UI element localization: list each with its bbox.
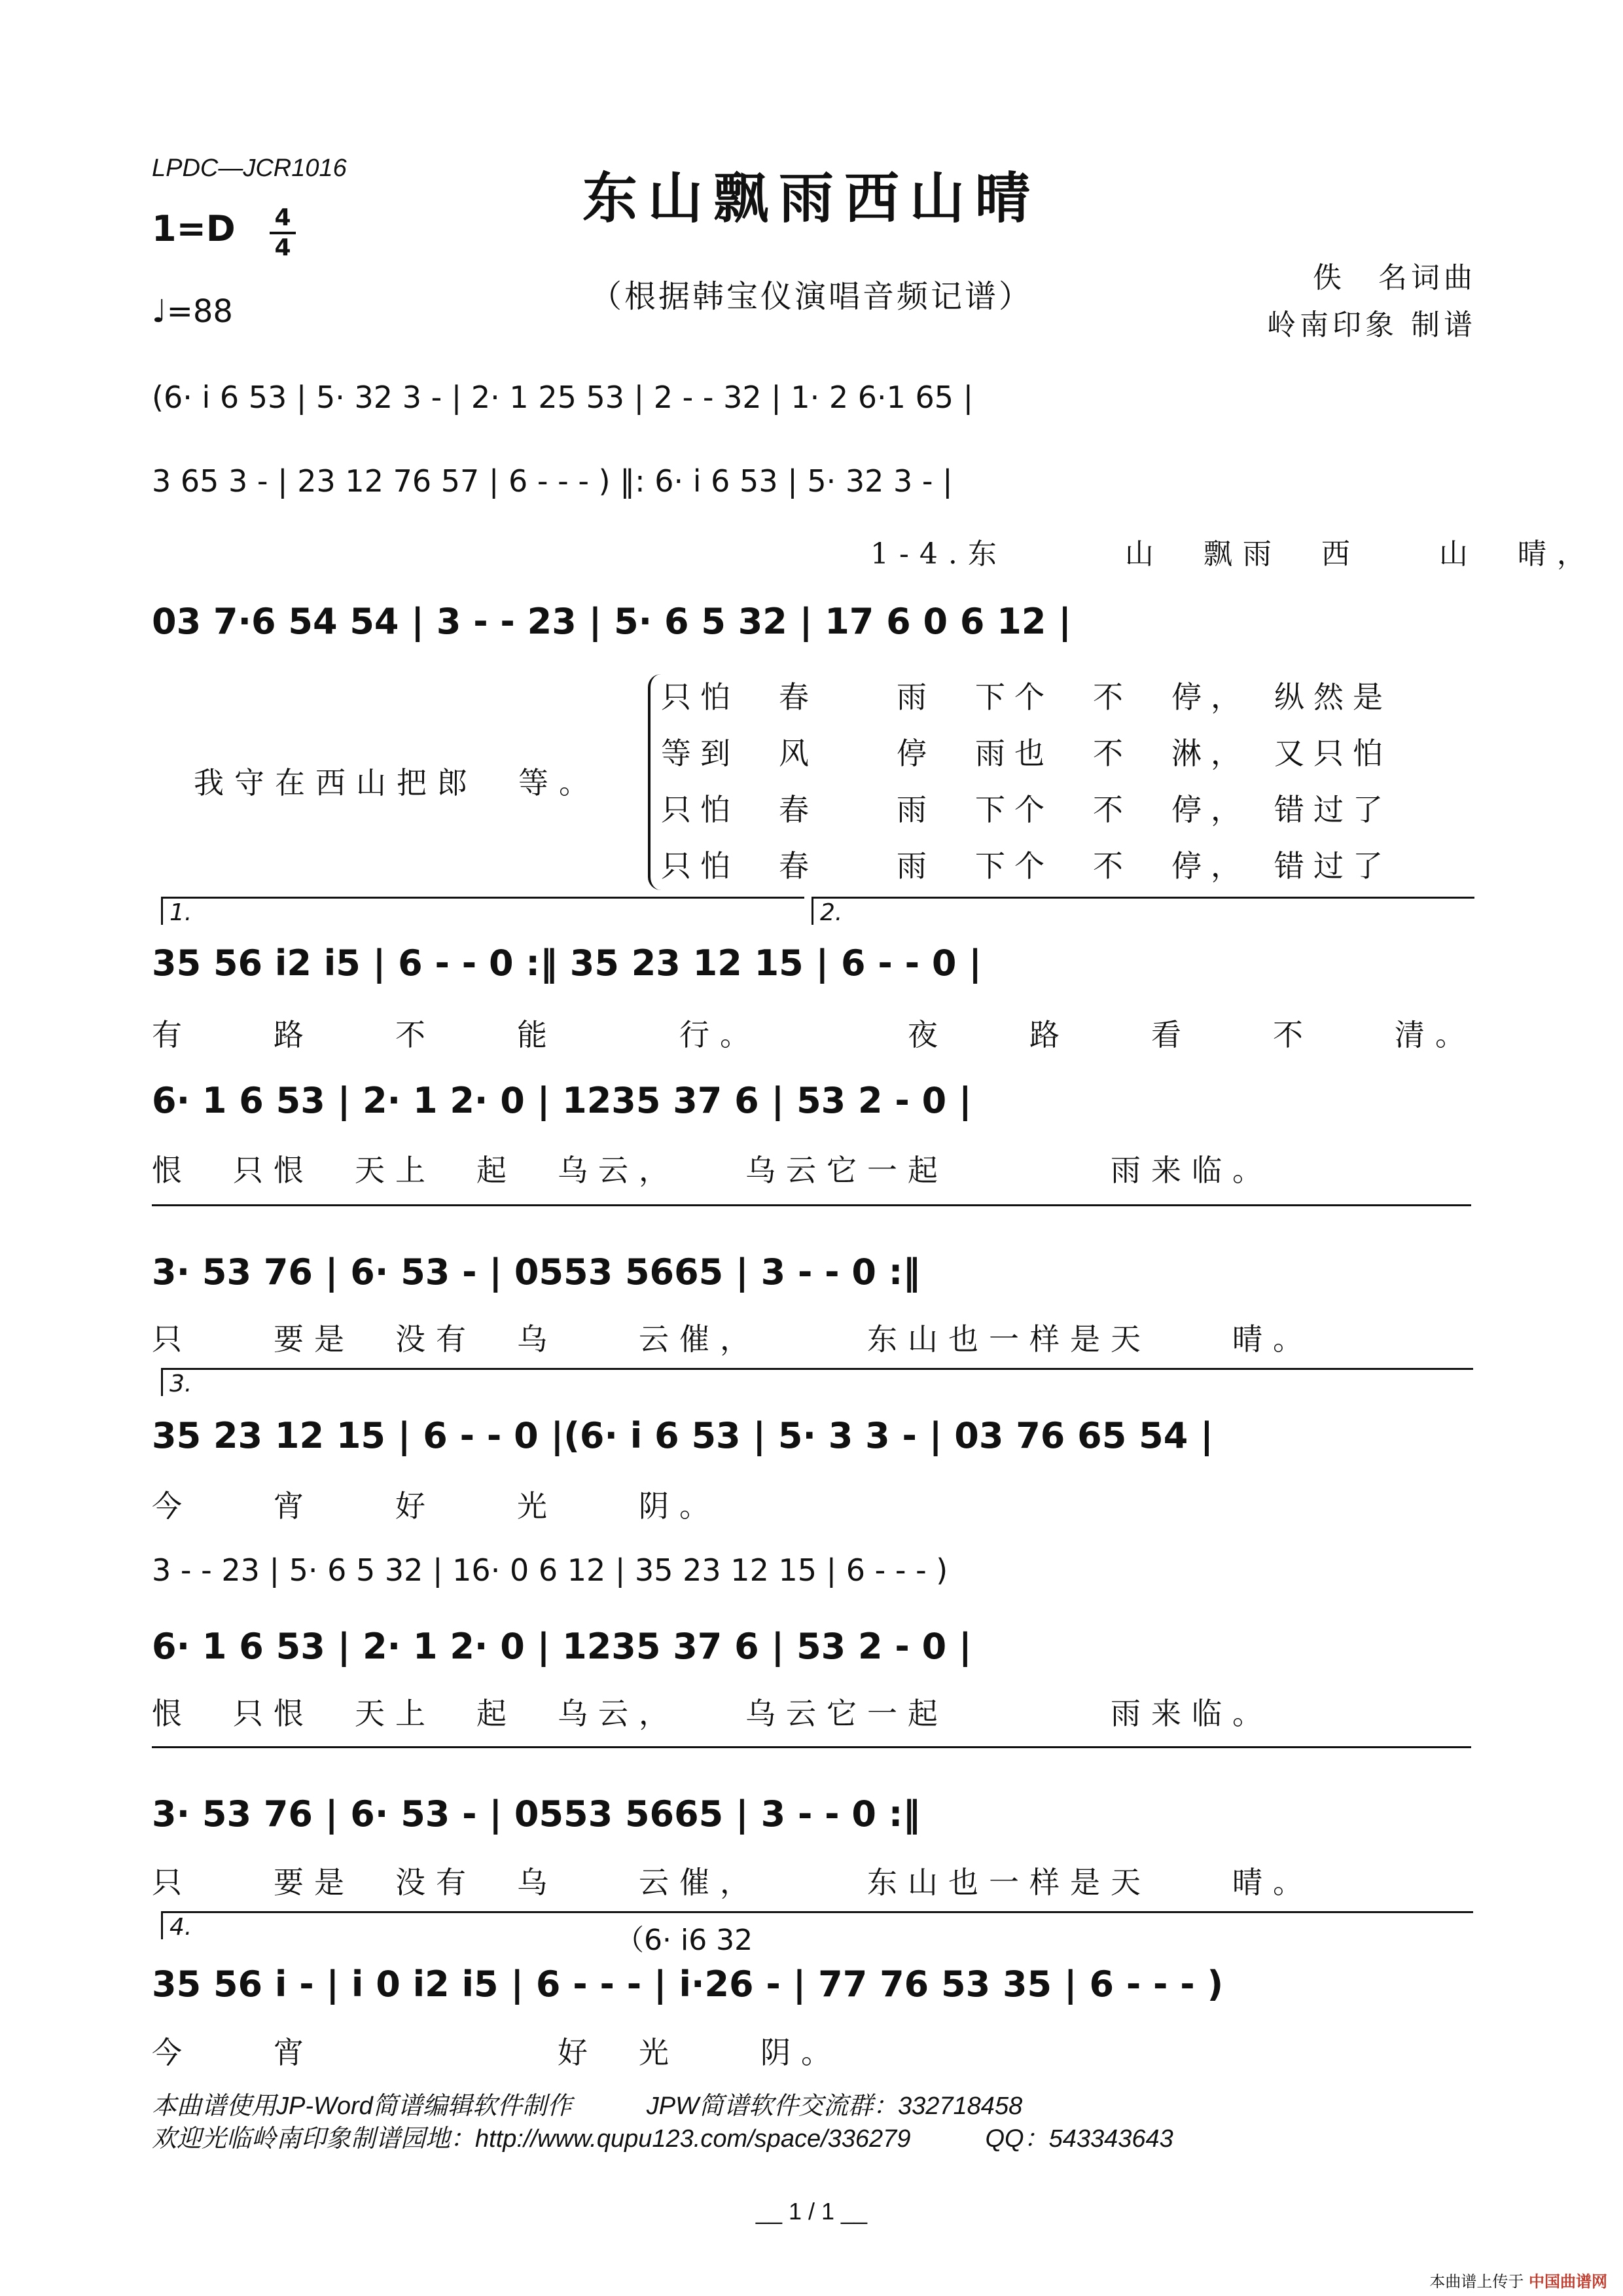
ending-label-1: 1. (169, 899, 192, 926)
notation-line-1: (6· i 6 53 | 5· 32 3 - | 2· 1 25 53 | 2 - - 32 | 1· 2 6·1 65 | (152, 380, 974, 415)
verse-block (661, 669, 1472, 894)
notation-line-10: 3· 53 76 | 6· 53 - | 0553 5665 | 3 - - 0 :‖ (152, 1793, 921, 1835)
watermark-brand: 中国曲谱网 (1529, 2272, 1607, 2291)
ending-bracket-1 (161, 897, 804, 925)
notation-line-4: 35 56 i2 i5 | 6 - - 0 :‖ 35 23 12 15 | 6 - - 0 | (152, 942, 982, 984)
time-bottom: 4 (274, 234, 291, 261)
lyrics-line-7: 今 宵 好 光 阴。 (152, 1488, 720, 1524)
subtitle: （根据韩宝仪演唱音频记谱） (590, 278, 1033, 315)
verse-line-2: 等到 风 停 雨也 不 淋， 又只怕 (661, 736, 1392, 771)
notation-line-11: 35 56 i - | i 0 i2 i5 | 6 - - - | i·26 - | 77 76 53 35 | 6 - - - ) (152, 1964, 1224, 2005)
lyrics-line-11: 今 宵 好 光 阴。 (152, 2035, 842, 2070)
notation-line-9: 6· 1 6 53 | 2· 1 2· 0 | 1235 37 6 | 53 2 - 0 | (152, 1626, 972, 1667)
verse-line-3: 只怕 春 雨 下个 不 停， 错过了 (661, 792, 1392, 827)
lyrics-line-6: 只 要是 没有 乌 云催， 东山也一样是天 晴。 (152, 1321, 1313, 1357)
notation-line-3: 03 7·6 54 54 | 3 - - 23 | 5· 6 5 32 | 17 6 0 6 12 | (152, 601, 1071, 642)
page-number: __ 1 / 1 __ (755, 2198, 868, 2225)
tempo-marking: ♩=88 (152, 293, 233, 330)
lyrics-line-9: 恨 只恨 天上 起 乌云， 乌云它一起 雨来临。 (152, 1696, 1273, 1731)
repeat-bracket-line-2 (152, 1746, 1471, 1748)
page-title: 东山飘雨西山晴 (582, 166, 1041, 230)
ending-label-2: 2. (820, 899, 843, 926)
ending-bracket-3 (161, 1368, 1473, 1396)
arranger-credit: 岭南印象 制谱 (1267, 308, 1476, 342)
lyrics-line-4: 有 路 不 能 行。 夜 路 看 不 清。 (152, 1017, 1476, 1052)
notation-line-8: 3 - - 23 | 5· 6 5 32 | 16· 0 6 12 | 35 23 12 15 | 6 - - - ) (152, 1552, 948, 1588)
verse-line-4: 只怕 春 雨 下个 不 停， 错过了 (661, 848, 1392, 884)
footer-line-2: 欢迎光临岭南印象制谱园地：http://www.qupu123.com/space/336279 QQ：543343643 (152, 2125, 1173, 2153)
time-top: 4 (274, 204, 291, 231)
score-code: LPDC—JCR1016 (152, 154, 347, 182)
lyrics-line-2: 1-4.东 山 飘雨 西 山 晴， (870, 537, 1596, 571)
notation-line-7: 35 23 12 15 | 6 - - 0 |(6· i 6 53 | 5· 3 3 - | 03 76 65 54 | (152, 1415, 1213, 1456)
notation-line-5: 6· 1 6 53 | 2· 1 2· 0 | 1235 37 6 | 53 2 - 0 | (152, 1080, 972, 1121)
watermark-prefix: 本曲谱上传于 (1429, 2272, 1524, 2291)
lyricist-credit: 佚 名词曲 (1313, 261, 1476, 295)
ending-label-4: 4. (169, 1914, 192, 1941)
lyrics-line-5: 恨 只恨 天上 起 乌云， 乌云它一起 雨来临。 (152, 1153, 1273, 1188)
time-signature (270, 206, 296, 260)
interlude-lyric: 我守在西山把郎 等。 (194, 765, 599, 800)
ending-label-3: 3. (169, 1371, 192, 1397)
lyrics-line-10: 只 要是 没有 乌 云催， 东山也一样是天 晴。 (152, 1865, 1313, 1900)
notation-line-2: 3 65 3 - | 23 12 76 57 | 6 - - - ) ‖: 6· i 6 53 | 5· 32 3 - | (152, 463, 953, 499)
ending-bracket-2 (812, 897, 1474, 925)
verse-line-1: 只怕 春 雨 下个 不 停， 纵然是 (661, 679, 1392, 715)
repeat-bracket-line (152, 1204, 1471, 1206)
footer-line-1: 本曲谱使用JP-Word简谱编辑软件制作 JPW简谱软件交流群：332718458 (152, 2092, 1023, 2120)
cue-notes: （6· i6 32 (615, 1924, 753, 1957)
key-signature: 1=D (152, 208, 236, 249)
watermark (1429, 2269, 1607, 2291)
notation-line-6: 3· 53 76 | 6· 53 - | 0553 5665 | 3 - - 0 :‖ (152, 1251, 921, 1293)
